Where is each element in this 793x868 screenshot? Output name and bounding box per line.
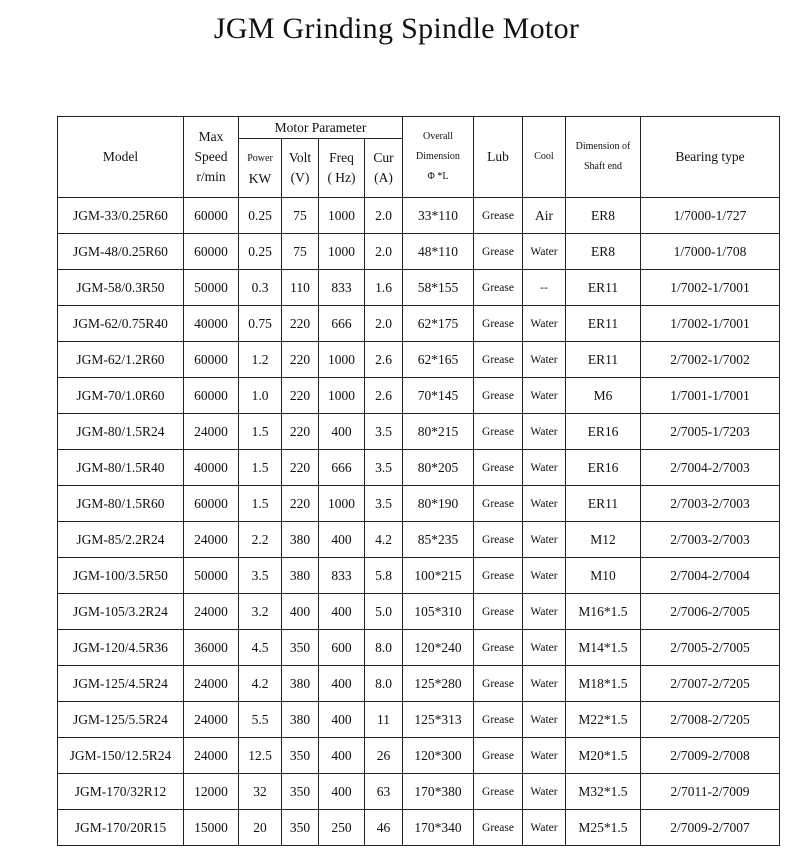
cell-shaft-end: M10 (566, 558, 641, 594)
table-row (58, 594, 780, 630)
cell-power: 1.5 (239, 414, 282, 450)
cell-cool: -- (523, 270, 566, 306)
cell-freq: 1000 (319, 342, 365, 378)
cell-max-speed: 24000 (184, 522, 239, 558)
table-row (58, 810, 780, 846)
cell-max-speed: 24000 (184, 738, 239, 774)
cell-shaft-end: M22*1.5 (566, 702, 641, 738)
cell-shaft-end: ER11 (566, 306, 641, 342)
cell-volt: 220 (282, 486, 319, 522)
cell-volt: 400 (282, 594, 319, 630)
cell-volt: 380 (282, 522, 319, 558)
cell-model: JGM-85/2.2R24 (58, 522, 184, 558)
cell-overall-dimension: 70*145 (403, 378, 474, 414)
cell-volt: 380 (282, 558, 319, 594)
cell-shaft-end: ER16 (566, 414, 641, 450)
cell-power: 2.2 (239, 522, 282, 558)
cell-freq: 666 (319, 450, 365, 486)
cell-lub: Grease (474, 522, 523, 558)
cell-lub: Grease (474, 702, 523, 738)
cell-bearing-type: 1/7002-1/7001 (641, 306, 780, 342)
cell-max-speed: 40000 (184, 306, 239, 342)
cell-overall-dimension: 80*190 (403, 486, 474, 522)
cell-cool: Water (523, 378, 566, 414)
cell-overall-dimension: 48*110 (403, 234, 474, 270)
cell-model: JGM-100/3.5R50 (58, 558, 184, 594)
cell-max-speed: 24000 (184, 702, 239, 738)
cell-bearing-type: 2/7003-2/7003 (641, 486, 780, 522)
table-row (58, 774, 780, 810)
cell-model: JGM-58/0.3R50 (58, 270, 184, 306)
table-row (58, 306, 780, 342)
cell-cool: Water (523, 594, 566, 630)
cell-power: 0.25 (239, 234, 282, 270)
table-row (58, 558, 780, 594)
cell-cool: Air (523, 198, 566, 234)
header-motor-parameter: Motor Parameter (239, 117, 403, 139)
table-row (58, 630, 780, 666)
cell-bearing-type: 2/7003-2/7003 (641, 522, 780, 558)
cell-lub: Grease (474, 774, 523, 810)
cell-shaft-end: M6 (566, 378, 641, 414)
cell-cool: Water (523, 810, 566, 846)
cell-power: 4.5 (239, 630, 282, 666)
cell-freq: 666 (319, 306, 365, 342)
cell-bearing-type: 2/7006-2/7005 (641, 594, 780, 630)
cell-volt: 75 (282, 234, 319, 270)
cell-shaft-end: M14*1.5 (566, 630, 641, 666)
cell-cur: 2.0 (365, 306, 403, 342)
cell-max-speed: 60000 (184, 342, 239, 378)
cell-max-speed: 12000 (184, 774, 239, 810)
cell-cool: Water (523, 342, 566, 378)
cell-bearing-type: 2/7011-2/7009 (641, 774, 780, 810)
cell-lub: Grease (474, 594, 523, 630)
cell-max-speed: 60000 (184, 486, 239, 522)
cell-cool: Water (523, 558, 566, 594)
cell-cur: 46 (365, 810, 403, 846)
cell-cool: Water (523, 414, 566, 450)
cell-cool: Water (523, 774, 566, 810)
cell-shaft-end: M20*1.5 (566, 738, 641, 774)
cell-power: 0.3 (239, 270, 282, 306)
cell-cool: Water (523, 666, 566, 702)
table-row (58, 450, 780, 486)
cell-model: JGM-125/4.5R24 (58, 666, 184, 702)
cell-cool: Water (523, 630, 566, 666)
cell-max-speed: 60000 (184, 234, 239, 270)
cell-power: 1.5 (239, 450, 282, 486)
cell-overall-dimension: 105*310 (403, 594, 474, 630)
cell-model: JGM-170/20R15 (58, 810, 184, 846)
cell-overall-dimension: 125*313 (403, 702, 474, 738)
cell-overall-dimension: 120*240 (403, 630, 474, 666)
cell-freq: 400 (319, 666, 365, 702)
cell-lub: Grease (474, 666, 523, 702)
cell-model: JGM-70/1.0R60 (58, 378, 184, 414)
cell-bearing-type: 2/7009-2/7007 (641, 810, 780, 846)
cell-cool: Water (523, 306, 566, 342)
header-max-speed: Max Speed r/min (184, 117, 239, 198)
cell-power: 20 (239, 810, 282, 846)
cell-overall-dimension: 100*215 (403, 558, 474, 594)
table-row (58, 270, 780, 306)
cell-max-speed: 24000 (184, 414, 239, 450)
cell-model: JGM-62/0.75R40 (58, 306, 184, 342)
cell-volt: 350 (282, 774, 319, 810)
cell-cur: 4.2 (365, 522, 403, 558)
cell-bearing-type: 1/7002-1/7001 (641, 270, 780, 306)
header-lub: Lub (474, 117, 523, 198)
cell-lub: Grease (474, 270, 523, 306)
cell-shaft-end: ER8 (566, 198, 641, 234)
cell-lub: Grease (474, 198, 523, 234)
cell-overall-dimension: 170*340 (403, 810, 474, 846)
cell-bearing-type: 1/7001-1/7001 (641, 378, 780, 414)
cell-shaft-end: ER11 (566, 486, 641, 522)
cell-shaft-end: M18*1.5 (566, 666, 641, 702)
cell-freq: 400 (319, 522, 365, 558)
cell-overall-dimension: 125*280 (403, 666, 474, 702)
cell-cur: 11 (365, 702, 403, 738)
cell-overall-dimension: 85*235 (403, 522, 474, 558)
cell-power: 3.2 (239, 594, 282, 630)
cell-freq: 1000 (319, 234, 365, 270)
cell-model: JGM-80/1.5R24 (58, 414, 184, 450)
cell-volt: 380 (282, 666, 319, 702)
cell-overall-dimension: 80*205 (403, 450, 474, 486)
table-row (58, 702, 780, 738)
cell-bearing-type: 2/7009-2/7008 (641, 738, 780, 774)
cell-lub: Grease (474, 486, 523, 522)
cell-max-speed: 50000 (184, 270, 239, 306)
cell-cur: 1.6 (365, 270, 403, 306)
cell-shaft-end: M16*1.5 (566, 594, 641, 630)
header-overall-dimension: Overall Dimension Φ *L (403, 117, 474, 198)
spec-table (57, 116, 780, 846)
cell-overall-dimension: 120*300 (403, 738, 474, 774)
cell-cur: 3.5 (365, 414, 403, 450)
header-shaft-end: Dimension of Shaft end (566, 117, 641, 198)
cell-freq: 400 (319, 702, 365, 738)
cell-max-speed: 60000 (184, 198, 239, 234)
cell-freq: 400 (319, 774, 365, 810)
cell-shaft-end: ER16 (566, 450, 641, 486)
cell-model: JGM-105/3.2R24 (58, 594, 184, 630)
cell-power: 32 (239, 774, 282, 810)
cell-power: 1.0 (239, 378, 282, 414)
cell-lub: Grease (474, 306, 523, 342)
cell-max-speed: 40000 (184, 450, 239, 486)
cell-shaft-end: ER11 (566, 270, 641, 306)
cell-freq: 400 (319, 414, 365, 450)
cell-shaft-end: M32*1.5 (566, 774, 641, 810)
cell-cur: 2.0 (365, 198, 403, 234)
cell-max-speed: 36000 (184, 630, 239, 666)
cell-freq: 400 (319, 738, 365, 774)
table-row (58, 522, 780, 558)
cell-model: JGM-33/0.25R60 (58, 198, 184, 234)
cell-lub: Grease (474, 630, 523, 666)
cell-lub: Grease (474, 450, 523, 486)
cell-power: 4.2 (239, 666, 282, 702)
header-volt: Volt (V) (282, 139, 319, 198)
cell-bearing-type: 1/7000-1/708 (641, 234, 780, 270)
table-row (58, 234, 780, 270)
cell-freq: 1000 (319, 198, 365, 234)
cell-overall-dimension: 80*215 (403, 414, 474, 450)
cell-bearing-type: 2/7002-1/7002 (641, 342, 780, 378)
cell-lub: Grease (474, 378, 523, 414)
cell-power: 1.2 (239, 342, 282, 378)
cell-volt: 220 (282, 342, 319, 378)
cell-lub: Grease (474, 738, 523, 774)
cell-model: JGM-80/1.5R60 (58, 486, 184, 522)
cell-power: 3.5 (239, 558, 282, 594)
cell-cur: 5.0 (365, 594, 403, 630)
cell-model: JGM-80/1.5R40 (58, 450, 184, 486)
cell-cur: 2.0 (365, 234, 403, 270)
cell-power: 5.5 (239, 702, 282, 738)
cell-model: JGM-48/0.25R60 (58, 234, 184, 270)
cell-max-speed: 15000 (184, 810, 239, 846)
header-power: Power KW (239, 139, 282, 198)
cell-cool: Water (523, 486, 566, 522)
table-row (58, 666, 780, 702)
cell-overall-dimension: 33*110 (403, 198, 474, 234)
cell-power: 0.75 (239, 306, 282, 342)
cell-freq: 400 (319, 594, 365, 630)
cell-volt: 380 (282, 702, 319, 738)
table-row (58, 414, 780, 450)
cell-bearing-type: 2/7004-2/7004 (641, 558, 780, 594)
cell-max-speed: 50000 (184, 558, 239, 594)
cell-lub: Grease (474, 810, 523, 846)
cell-max-speed: 60000 (184, 378, 239, 414)
cell-volt: 220 (282, 414, 319, 450)
cell-model: JGM-120/4.5R36 (58, 630, 184, 666)
cell-max-speed: 24000 (184, 666, 239, 702)
cell-power: 1.5 (239, 486, 282, 522)
header-model: Model (58, 117, 184, 198)
cell-freq: 1000 (319, 486, 365, 522)
cell-cur: 63 (365, 774, 403, 810)
cell-shaft-end: ER8 (566, 234, 641, 270)
cell-cur: 26 (365, 738, 403, 774)
cell-freq: 833 (319, 270, 365, 306)
cell-cur: 5.8 (365, 558, 403, 594)
cell-power: 0.25 (239, 198, 282, 234)
cell-cool: Water (523, 234, 566, 270)
cell-bearing-type: 1/7000-1/727 (641, 198, 780, 234)
cell-model: JGM-150/12.5R24 (58, 738, 184, 774)
cell-volt: 220 (282, 450, 319, 486)
cell-model: JGM-125/5.5R24 (58, 702, 184, 738)
cell-cool: Water (523, 702, 566, 738)
cell-volt: 220 (282, 378, 319, 414)
header-bearing-type: Bearing type (641, 117, 780, 198)
cell-freq: 600 (319, 630, 365, 666)
cell-freq: 833 (319, 558, 365, 594)
table-row (58, 378, 780, 414)
cell-overall-dimension: 170*380 (403, 774, 474, 810)
cell-model: JGM-170/32R12 (58, 774, 184, 810)
cell-cool: Water (523, 522, 566, 558)
cell-cur: 2.6 (365, 342, 403, 378)
cell-cool: Water (523, 450, 566, 486)
page-title: JGM Grinding Spindle Motor (213, 12, 580, 45)
cell-overall-dimension: 62*175 (403, 306, 474, 342)
cell-bearing-type: 2/7004-2/7003 (641, 450, 780, 486)
cell-lub: Grease (474, 414, 523, 450)
cell-volt: 350 (282, 810, 319, 846)
cell-cur: 3.5 (365, 450, 403, 486)
cell-volt: 75 (282, 198, 319, 234)
table-row (58, 738, 780, 774)
cell-lub: Grease (474, 234, 523, 270)
cell-cur: 3.5 (365, 486, 403, 522)
cell-overall-dimension: 62*165 (403, 342, 474, 378)
table-row (58, 342, 780, 378)
cell-freq: 250 (319, 810, 365, 846)
header-cool: Cool (523, 117, 566, 198)
cell-cur: 8.0 (365, 666, 403, 702)
cell-volt: 350 (282, 630, 319, 666)
cell-volt: 350 (282, 738, 319, 774)
cell-shaft-end: M25*1.5 (566, 810, 641, 846)
cell-lub: Grease (474, 558, 523, 594)
cell-shaft-end: M12 (566, 522, 641, 558)
cell-bearing-type: 2/7008-2/7205 (641, 702, 780, 738)
cell-volt: 110 (282, 270, 319, 306)
cell-bearing-type: 2/7007-2/7205 (641, 666, 780, 702)
cell-power: 12.5 (239, 738, 282, 774)
cell-volt: 220 (282, 306, 319, 342)
table-row (58, 486, 780, 522)
cell-cur: 8.0 (365, 630, 403, 666)
cell-freq: 1000 (319, 378, 365, 414)
cell-lub: Grease (474, 342, 523, 378)
cell-overall-dimension: 58*155 (403, 270, 474, 306)
cell-model: JGM-62/1.2R60 (58, 342, 184, 378)
cell-cool: Water (523, 738, 566, 774)
cell-bearing-type: 2/7005-1/7203 (641, 414, 780, 450)
cell-shaft-end: ER11 (566, 342, 641, 378)
header-freq: Freq ( Hz) (319, 139, 365, 198)
header-cur: Cur (A) (365, 139, 403, 198)
cell-bearing-type: 2/7005-2/7005 (641, 630, 780, 666)
cell-max-speed: 24000 (184, 594, 239, 630)
table-row (58, 198, 780, 234)
cell-cur: 2.6 (365, 378, 403, 414)
